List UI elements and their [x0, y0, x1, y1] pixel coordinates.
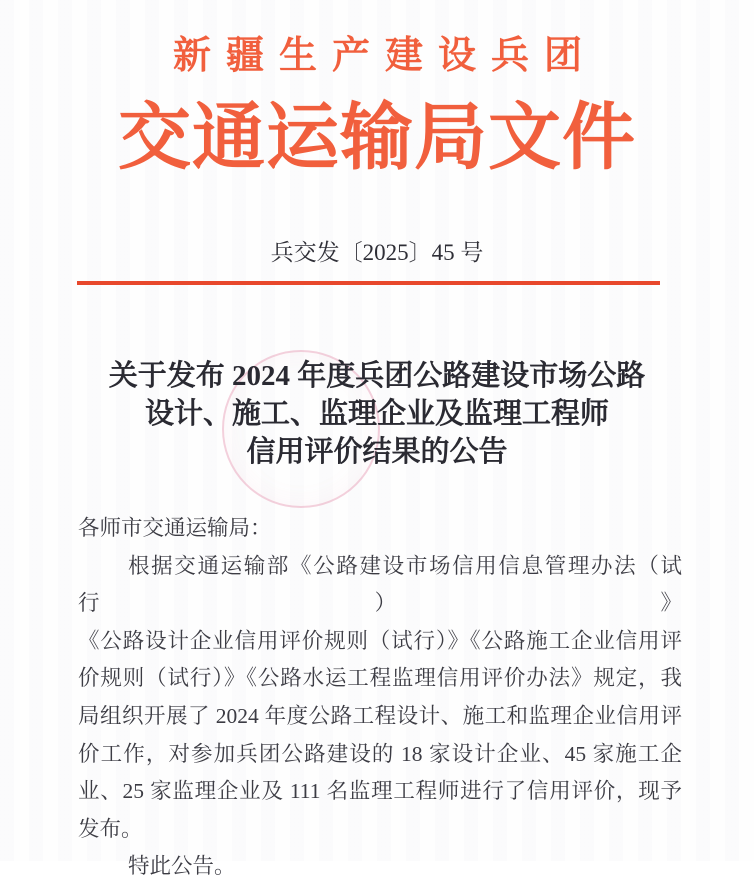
salutation-line: 各师市交通运输局： [78, 516, 272, 540]
body-line: 《公路设计企业信用评价规则（试行）》《公路施工企业信用评 [78, 628, 682, 653]
org-name: 新疆生产建设兵团 [172, 35, 597, 77]
notice-title [77, 357, 677, 471]
body-line: 业、25 家监理企业及 111 名监理工程师进行了信用评价，现予 [78, 779, 682, 804]
body-text [78, 510, 682, 886]
doc-number: 兵交发〔2025〕45 号 [270, 240, 484, 265]
body-line: 局组织开展了 2024 年度公路工程设计、施工和监理企业信用评 [78, 703, 682, 728]
body-line: 价规则（试行）》《公路水运工程监理信用评价办法》规定，我 [78, 666, 682, 691]
body-line: 价工作，对参加兵团公路建设的 18 家设计企业、45 家施工企 [78, 741, 682, 766]
red-divider-line [77, 281, 660, 285]
body-line: 根据交通运输部《公路建设市场信用信息管理办法（试行）》 [78, 553, 682, 616]
closing-line: 特此公告。 [128, 854, 236, 879]
notice-title-line-2: 设计、施工、监理企业及监理工程师 [144, 398, 609, 430]
body-line: 发布。 [78, 816, 143, 841]
notice-title-line-3: 信用评价结果的公告 [246, 436, 508, 468]
doc-type-title: 交通运输局文件 [118, 97, 636, 178]
notice-title-line-1: 关于发布 2024 年度兵团公路建设市场公路 [108, 360, 646, 392]
